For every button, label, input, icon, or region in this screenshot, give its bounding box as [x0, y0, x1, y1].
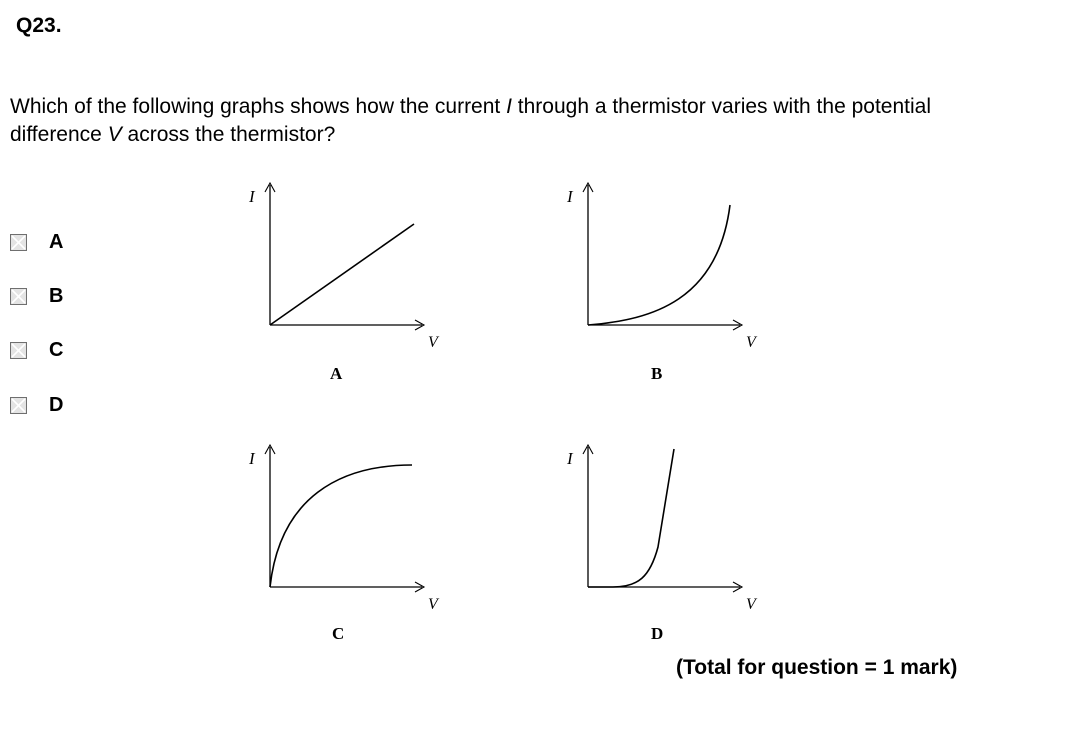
x-axis-label: V [428, 596, 438, 613]
option-c-label: C [49, 338, 64, 361]
graph-b-curve [588, 205, 730, 325]
option-c[interactable] [10, 339, 63, 361]
cross-box-icon[interactable] [10, 234, 27, 251]
y-axis-label: I [249, 449, 255, 468]
graph-b-label: B [651, 364, 663, 383]
y-axis-label: I [567, 449, 573, 468]
graph-a [240, 175, 440, 390]
graph-a-line [270, 224, 414, 325]
graph-c-curve [270, 465, 412, 587]
total-marks: (Total for question = 1 mark) [676, 656, 958, 679]
cross-box-icon[interactable] [10, 288, 27, 305]
graph-d-label: D [651, 624, 664, 643]
option-b[interactable] [10, 285, 63, 307]
pd-symbol: V [107, 123, 122, 146]
graph-c-label: C [332, 624, 345, 643]
cross-box-icon[interactable] [10, 397, 27, 414]
graph-a-label: A [330, 364, 343, 383]
current-symbol: I [506, 95, 512, 118]
option-b-label: B [49, 284, 64, 307]
graph-d-curve [588, 449, 674, 587]
cross-box-icon[interactable] [10, 342, 27, 359]
y-axis-label: I [567, 187, 573, 206]
x-axis-label: V [428, 334, 438, 351]
option-d[interactable] [10, 394, 63, 416]
graph-d [558, 437, 758, 652]
y-axis-label: I [249, 187, 255, 206]
graph-b [558, 175, 758, 390]
question-text-part-2: through a thermistor varies with the potential difference [10, 95, 931, 146]
option-a-label: A [49, 230, 64, 253]
question-text-part-1: Which of the following graphs shows how the current [10, 95, 507, 118]
x-axis-label: V [746, 334, 756, 351]
option-a[interactable] [10, 231, 63, 253]
option-d-label: D [49, 393, 64, 416]
question-text-part-3: across the thermistor? [121, 123, 336, 146]
x-axis-label: V [746, 596, 756, 613]
graph-c [240, 437, 440, 652]
question-number: Q23. [16, 14, 62, 37]
question-text [10, 93, 1010, 149]
